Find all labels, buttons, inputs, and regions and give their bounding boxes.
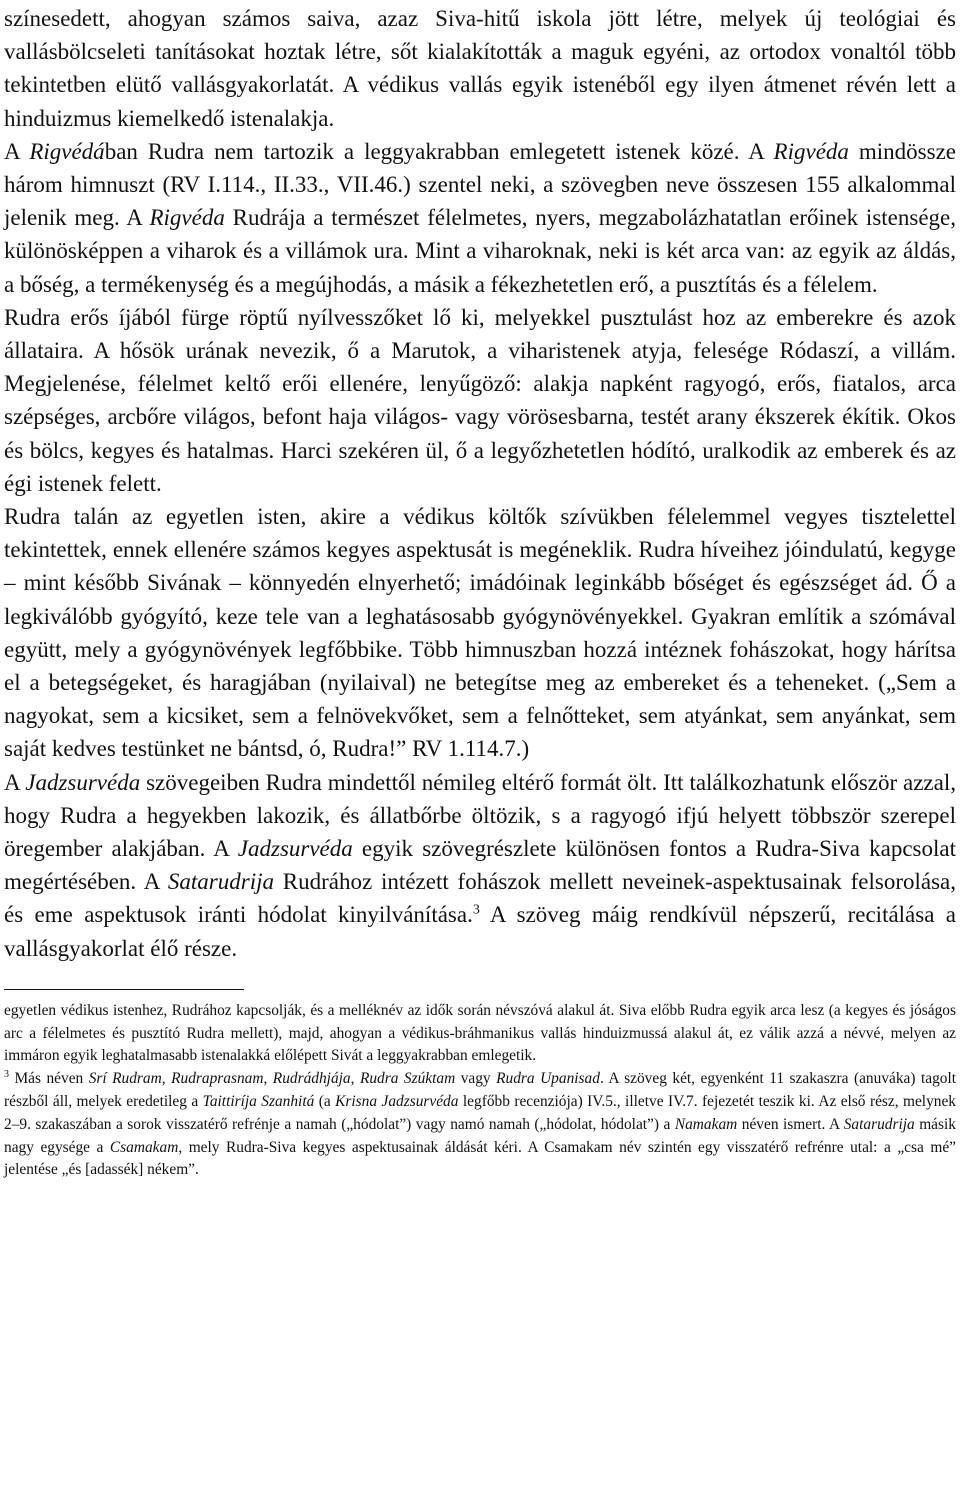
paragraph-2 [4, 135, 956, 301]
footnote-number: 3 [4, 1069, 9, 1081]
italic-title: Csamakam [109, 1138, 179, 1156]
text-run: színesedett, ahogyan számos saiva, azaz Siva-hitű iskola jött létre, melyek új teológiai és vallásbölcseleti tanításokat hoztak létre, sőt kialakították a maguk egyéni, az ortodox vonaltól több tekintetben elütő vallásgyakorlatát. A védikus vallás egyik istenéből egy ilyen átmenet révén lett a hinduizmus kiemelkedő istenalakja. [4, 6, 956, 131]
italic-title: Jadzsurvéda [25, 769, 141, 795]
italic-title: Namakam [674, 1115, 738, 1133]
text-run: Más néven [9, 1070, 89, 1088]
italic-title: Rudraprasnam [171, 1070, 264, 1088]
footnote-separator [4, 989, 244, 990]
text-run: másik nagy egysége a [4, 1115, 956, 1156]
text-run: , [263, 1070, 273, 1088]
text-run: legfőbb recenziója) IV.5., illetve IV.7. fejezetét teszik ki. Az első rész, melynek 2–9. szakaszában a sorok visszatérő refrénje a namah („hódolat”) vagy namó namah („hódolat, hódolat”) a [4, 1093, 957, 1133]
paragraph-1 [4, 2, 956, 135]
footnote-reference: 3 [472, 902, 480, 918]
italic-title: Taittiríja Szanhitá [202, 1093, 315, 1111]
paragraph-5 [4, 766, 956, 965]
text-run: egyetlen védikus istenhez, Rudrához kapcsolják, és a melléknév az idők során névszóvá alakul át. Siva előbb Rudra egyik arca lesz (a kegyes és jóságos arc a félelmetes és pusztító Rudra mellett), majd, ahogyan a védikus-bráhmanikus vallás hinduizmussá alakul át, ez válik azzá a névvé, melyen az immáron egyik leghatalmasabb istenalakká előlépett Sivát a leggyakrabban emlegetik. [4, 1001, 956, 1065]
text-run: vagy [455, 1070, 497, 1088]
italic-title: Rigvéda [149, 205, 225, 231]
text-run: (a [314, 1093, 336, 1111]
italic-title: Rigvéda [773, 138, 849, 164]
text-run: , mely Rudra-Siva kegyes aspektusainak áldását kéri. A Csamakam név szintén egy visszatérő refrénre utal: a „csa mé” jelentése „és [adassék] nékem”. [4, 1138, 956, 1179]
text-run: ban Rudra nem tartozik a leggyakrabban emlegetett istenek közé. A [104, 138, 774, 164]
italic-title: Rudra Upanisad [496, 1070, 600, 1088]
italic-title: Srí Rudram [88, 1070, 162, 1088]
text-run: A [4, 769, 26, 795]
italic-title: Krisna Jadzsurvéda [335, 1093, 459, 1111]
text-run: A szöveg máig rendkívül népszerű, recitálása a vallásgyakorlat élő része. [4, 902, 957, 961]
paragraph-4 [4, 500, 956, 766]
italic-title: Rudrádhjája [272, 1070, 351, 1088]
text-run: , [350, 1070, 360, 1088]
italic-title: Satarudrija [167, 869, 274, 895]
italic-title: Rigvédá [29, 138, 105, 164]
footnote-continuation [4, 1000, 956, 1068]
text-run: A [4, 138, 30, 164]
text-run: néven ismert. A [737, 1115, 844, 1133]
text-run: Rudra erős íjából fürge röptű nyílvesszőket lő ki, melyekkel pusztulást hoz az emberekre és azok állataira. A hősök urának nevezik, ő a Marutok, a viharistenek atyja, felesége Ródaszí, a villám. Megjelenése, félelmet keltő erői ellenére, lenyűgöző: alakja napként ragyogó, erős, fiatalos, arca szépséges, arcbőre világos, befont haja világos- vagy vörösesbarna, testét arany ékszerek ékítik. Okos és bölcs, kegyes és hatalmas. Harci szekéren ül, ő a legyőzhetetlen hódító, uralkodik az emberek és az égi istenek felett. [4, 304, 956, 496]
text-run: egyik szövegrészlete különösen fontos a Rudra-Siva kapcsolat megértésében. A [4, 836, 956, 895]
main-text [4, 2, 956, 965]
text-run: , [161, 1070, 172, 1088]
footnotes [4, 1000, 956, 1182]
footnote-3 [4, 1068, 956, 1182]
text-run: mindössze három himnuszt (RV I.114., II.33., VII.46.) szentel neki, a szövegben neve összesen 155 alkalommal jelenik meg. A [4, 138, 956, 231]
text-run: szövegeiben Rudra mindettől némileg eltérő formát ölt. Itt találkozhatunk először azzal, hogy Rudra a hegyekben lakozik, és állatbőrbe öltözik, s a ragyogó ifjú helyett többször szerepel öregember alakjában. A [4, 769, 956, 862]
text-run: Rudrához intézett fohászok mellett neveinek-aspektusainak felsorolása, és eme aspektusok iránti hódolat kinyilvánítása. [4, 869, 956, 928]
italic-title: Satarudrija [843, 1115, 915, 1133]
text-run: Rudrája a természet félelmetes, nyers, megzabolázhatatlan erőinek istensége, különösképpen a viharok és a villámok ura. Mint a viharoknak, neki is két arca van: az egyik az áldás, a bőség, a termékenység és a megújhodás, a másik a fékezhetetlen erő, a pusztítás és a félelem. [4, 205, 956, 297]
text-run: . A szöveg két, egyenként 11 szakaszra (anuváka) tagolt részből áll, melyek eredetileg a [4, 1070, 957, 1111]
text-run: Rudra talán az egyetlen isten, akire a védikus költők szívükben félelemmel vegyes tisztelettel tekintettek, ennek ellenére számos kegyes aspektusát is megéneklik. Rudra híveihez jóindulatú, kegyge – mint később Sivának – könnyedén elnyerhető; imádóinak leginkább bőséget és egészséget ád. Ő a legkiválóbb gyógyító, keze tele van a leghatásosabb gyógynövényekkel. Gyakran említik a szómával együtt, mely a gyógynövények legfőbbike. Több himnuszban hozzá intéznek fohászokat, hogy hárítsa el a betegségeket, és haragjában (nyilaival) ne betegítse meg az embereket és a teheneket. („Sem a nagyokat, sem a kicsiket, sem a felnövekvőket, sem a felnőtteket, sem atyánkat, sem anyánkat, sem saját kedves testünket ne bántsd, ó, Rudra!” RV 1.114.7.) [4, 504, 956, 762]
italic-title: Jadzsurvéda [237, 836, 353, 862]
paragraph-3 [4, 301, 956, 500]
italic-title: Rudra Szúktam [359, 1070, 456, 1088]
